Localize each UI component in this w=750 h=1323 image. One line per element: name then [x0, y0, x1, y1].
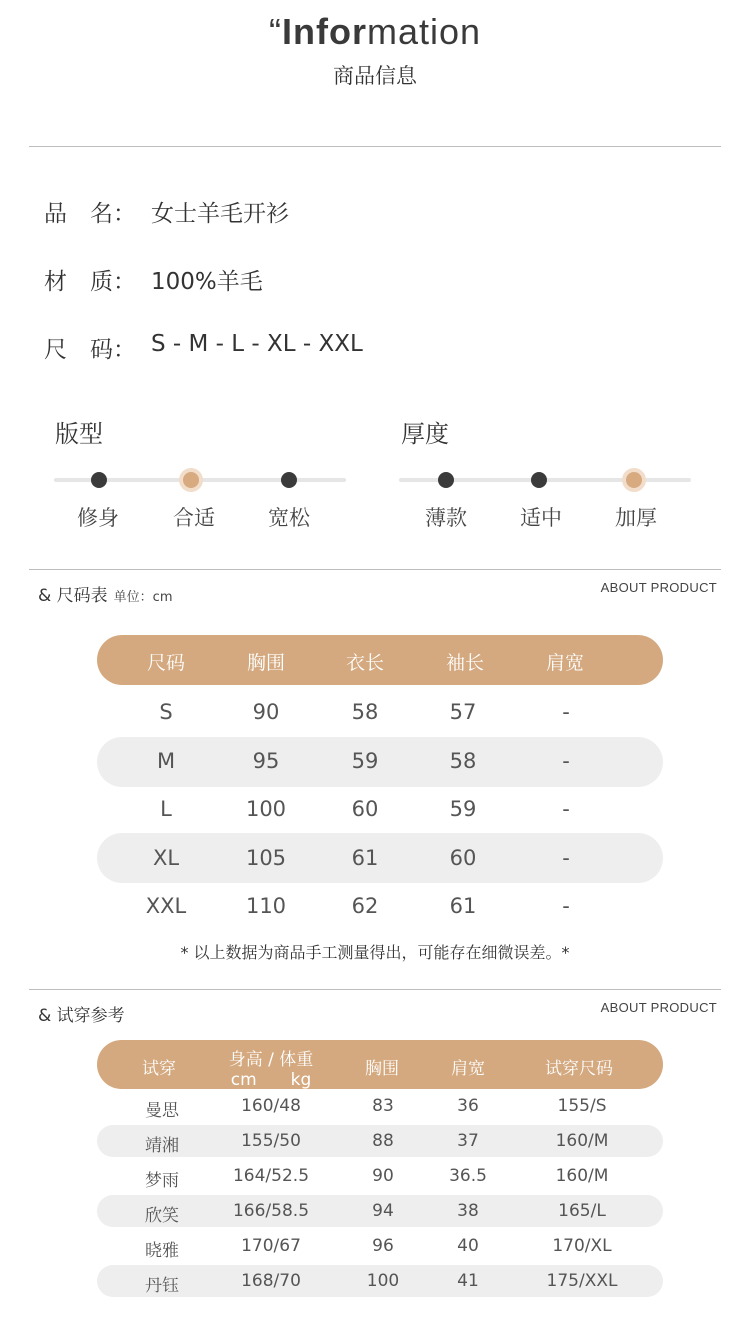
size-table-heading	[38, 581, 172, 606]
size-cell-shoulder: -	[562, 846, 570, 870]
tryon-cell-model: 曼思	[145, 1101, 179, 1121]
fit-dot-slim	[91, 472, 107, 488]
page-header	[0, 10, 750, 90]
title-quote: “	[268, 11, 282, 52]
size-cell-size: L	[160, 797, 172, 821]
about-product-label: ABOUT PRODUCT	[600, 1000, 717, 1015]
size-cell-chest: 95	[252, 749, 280, 773]
info-value: S - M - L - XL - XXL	[151, 331, 363, 357]
tryon-cell-size: 160/M	[555, 1131, 609, 1151]
size-cell-length: 59	[351, 749, 379, 773]
size-cell-sleeve: 61	[449, 894, 477, 918]
size-cell-shoulder: -	[562, 700, 570, 724]
tryon-header-units: cm kg	[230, 1070, 312, 1090]
tryon-cell-height-weight: 160/48	[241, 1096, 301, 1116]
tryon-cell-model: 梦雨	[145, 1171, 179, 1191]
tryon-cell-chest: 88	[372, 1131, 394, 1151]
thickness-label-thick: 加厚	[615, 506, 657, 530]
size-header-chest: 胸围	[246, 652, 285, 674]
size-cell-size: M	[156, 749, 176, 773]
tryon-cell-height-weight: 155/50	[241, 1131, 301, 1151]
size-cell-sleeve: 58	[449, 749, 477, 773]
fit-dot-loose	[281, 472, 297, 488]
tryon-cell-shoulder: 40	[457, 1236, 479, 1256]
info-row-material	[44, 263, 263, 296]
size-cell-shoulder: -	[562, 749, 570, 773]
title-rest: mation	[366, 11, 482, 52]
tryon-cell-size: 165/L	[558, 1201, 606, 1221]
size-cell-shoulder: -	[562, 894, 570, 918]
tryon-cell-size: 155/S	[557, 1096, 607, 1116]
page-title	[0, 10, 750, 54]
thickness-title: 厚度	[401, 420, 449, 448]
tryon-cell-size: 160/M	[555, 1166, 609, 1186]
size-cell-chest: 100	[245, 797, 287, 821]
tryon-header-size: 试穿尺码	[545, 1059, 613, 1079]
size-cell-length: 60	[351, 797, 379, 821]
tryon-cell-chest: 90	[372, 1166, 394, 1186]
divider	[29, 146, 721, 147]
thickness-dot-thin	[438, 472, 454, 488]
tryon-table-heading: & 试穿参考	[38, 1006, 125, 1026]
tryon-cell-size: 170/XL	[552, 1236, 612, 1256]
tryon-cell-height-weight: 164/52.5	[232, 1166, 310, 1186]
tryon-cell-model: 晓雅	[145, 1241, 179, 1261]
thickness-dot-thick-selected	[626, 472, 642, 488]
tryon-cell-chest: 100	[366, 1271, 400, 1291]
tryon-header-shoulder: 肩宽	[451, 1059, 485, 1079]
tryon-cell-model: 丹钰	[145, 1276, 179, 1296]
tryon-header-height-weight: 身高 / 体重	[228, 1050, 314, 1070]
size-cell-length: 61	[351, 846, 379, 870]
tryon-header-chest: 胸围	[365, 1059, 399, 1079]
page-subtitle: 商品信息	[333, 64, 417, 88]
tryon-cell-chest: 96	[372, 1236, 394, 1256]
size-header-length: 衣长	[345, 652, 384, 674]
size-cell-size: S	[159, 700, 173, 724]
size-table-header	[97, 635, 663, 685]
size-cell-sleeve: 57	[449, 700, 477, 724]
tryon-cell-height-weight: 168/70	[241, 1271, 301, 1291]
fit-label-loose: 宽松	[268, 506, 310, 530]
fit-label-regular: 合适	[173, 506, 215, 530]
size-table-title: & 尺码表	[38, 586, 108, 606]
size-cell-sleeve: 60	[449, 846, 477, 870]
fit-dot-regular-selected	[183, 472, 199, 488]
info-row-size	[44, 331, 363, 364]
tryon-cell-model: 靖湘	[145, 1136, 179, 1156]
tryon-cell-shoulder: 36.5	[449, 1166, 487, 1186]
tryon-cell-shoulder: 36	[457, 1096, 479, 1116]
size-cell-chest: 90	[252, 700, 280, 724]
thickness-label-thin: 薄款	[425, 506, 467, 530]
info-row-name	[44, 195, 289, 228]
size-cell-chest: 110	[245, 894, 287, 918]
fit-label-slim: 修身	[77, 506, 119, 530]
size-cell-shoulder: -	[562, 797, 570, 821]
size-cell-length: 58	[351, 700, 379, 724]
size-header-size: 尺码	[146, 652, 185, 674]
fit-title: 版型	[55, 420, 103, 448]
thickness-label-medium: 适中	[520, 506, 562, 530]
tryon-cell-chest: 83	[372, 1096, 394, 1116]
size-cell-length: 62	[351, 894, 379, 918]
info-value: 100%羊毛	[151, 269, 263, 295]
size-header-shoulder: 肩宽	[545, 652, 584, 674]
tryon-cell-size: 175/XXL	[546, 1271, 618, 1291]
tryon-cell-shoulder: 38	[457, 1201, 479, 1221]
size-header-sleeve: 袖长	[445, 652, 484, 674]
tryon-cell-model: 欣笑	[145, 1206, 179, 1226]
divider	[29, 569, 721, 570]
size-table-unit: 单位：cm	[113, 590, 173, 605]
size-cell-size: XL	[152, 846, 180, 870]
title-bold: Infor	[281, 11, 367, 52]
size-cell-sleeve: 59	[449, 797, 477, 821]
measurement-note: * 以上数据为商品手工测量得出，可能存在细微误差。*	[180, 943, 570, 962]
tryon-cell-height-weight: 170/67	[241, 1236, 301, 1256]
size-cell-size: XXL	[145, 894, 187, 918]
divider	[29, 989, 721, 990]
info-value: 女士羊毛开衫	[151, 201, 289, 227]
info-key: 材 质：	[44, 269, 136, 295]
thickness-dot-medium	[531, 472, 547, 488]
tryon-cell-shoulder: 41	[457, 1271, 479, 1291]
tryon-table-header	[97, 1040, 663, 1089]
about-product-label: ABOUT PRODUCT	[600, 580, 717, 595]
size-cell-chest: 105	[245, 846, 287, 870]
info-key: 尺 码：	[44, 337, 136, 363]
tryon-header-model: 试穿	[142, 1059, 176, 1079]
tryon-cell-shoulder: 37	[457, 1131, 479, 1151]
tryon-cell-chest: 94	[372, 1201, 394, 1221]
tryon-cell-height-weight: 166/58.5	[232, 1201, 310, 1221]
info-key: 品 名：	[44, 201, 136, 227]
